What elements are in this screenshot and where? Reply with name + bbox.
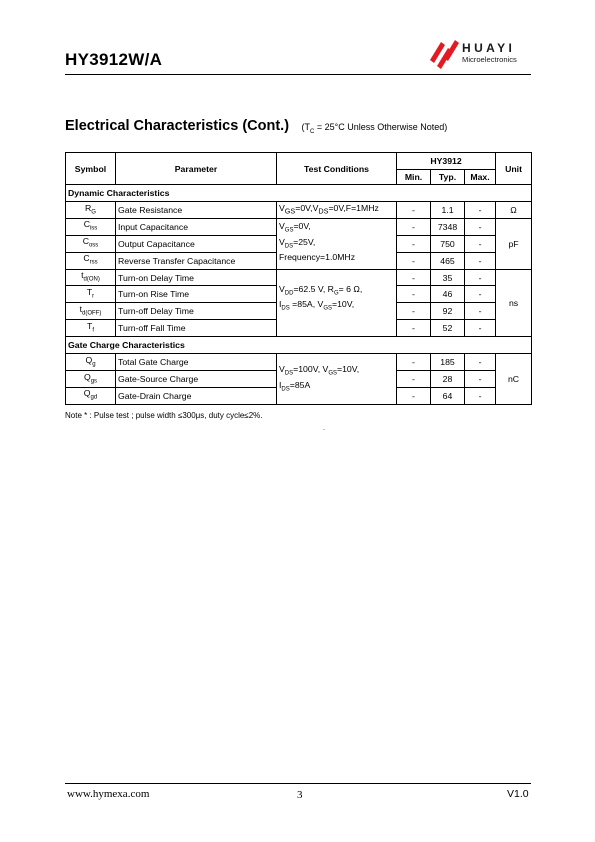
group-row	[66, 337, 532, 354]
condition-cell: $V_{DS}=100V$, $V_{GS}=10V$, $I_{DS}=85A$	[277, 354, 397, 405]
brand-name: HUAYI	[462, 41, 516, 55]
parameter-cell: Gate Resistance	[116, 202, 277, 219]
typ-cell: 28	[431, 371, 465, 388]
header-rule	[65, 74, 531, 75]
brand-subtitle: Microelectronics	[462, 55, 517, 64]
col-test-conditions: Test Conditions	[277, 153, 397, 185]
unit-cell: nC	[496, 354, 532, 405]
typ-cell: 35	[431, 269, 465, 286]
parameter-cell: Gate-Drain Charge	[116, 387, 277, 404]
typ-cell: 7348	[431, 218, 465, 235]
symbol-cell: $R_G$	[66, 202, 116, 219]
typ-cell: 750	[431, 235, 465, 252]
symbol-cell: $Q_{gs}$	[66, 371, 116, 388]
min-cell: -	[397, 218, 431, 235]
max-cell: -	[465, 387, 496, 404]
parameter-cell: Total Gate Charge	[116, 354, 277, 371]
min-cell: -	[397, 387, 431, 404]
typ-cell: 52	[431, 320, 465, 337]
min-cell: -	[397, 303, 431, 320]
condition-cell: $V_{DD}=62.5$ V, $R_G= 6$ Ω, $I_{DS} =85A$, $V_{GS}=10V$,	[277, 269, 397, 337]
col-max: Max.	[465, 170, 496, 185]
section-title: Electrical Characteristics (Cont.)	[65, 118, 290, 134]
typ-cell: 1.1	[431, 202, 465, 219]
stray-dot: .	[323, 425, 325, 432]
typ-cell: 92	[431, 303, 465, 320]
table-row	[66, 218, 532, 235]
col-min: Min.	[397, 170, 431, 185]
min-cell: -	[397, 371, 431, 388]
min-cell: -	[397, 252, 431, 269]
parameter-cell: Reverse Transfer Capacitance	[116, 252, 277, 269]
min-cell: -	[397, 235, 431, 252]
table-row	[66, 202, 532, 219]
group-row	[66, 185, 532, 202]
typ-cell: 64	[431, 387, 465, 404]
symbol-cell: $C_{rss}$	[66, 252, 116, 269]
group-label: Gate Charge Characteristics	[66, 337, 532, 354]
max-cell: -	[465, 286, 496, 303]
col-symbol: Symbol	[66, 153, 116, 185]
table-row	[66, 354, 532, 371]
min-cell: -	[397, 269, 431, 286]
min-cell: -	[397, 202, 431, 219]
typ-cell: 46	[431, 286, 465, 303]
unit-cell: pF	[496, 218, 532, 269]
condition-cell: $V_{GS}=0V$, $V_{DS}=25V$, Frequency=1.0MHz	[277, 218, 397, 269]
huayi-logo-icon	[428, 38, 460, 70]
group-label: Dynamic Characteristics	[66, 185, 532, 202]
condition-cell: $V_{GS}=0V,V_{DS}=0V,F=1MHz$	[277, 202, 397, 219]
col-device: HY3912	[397, 153, 496, 170]
table-row	[66, 269, 532, 286]
col-parameter: Parameter	[116, 153, 277, 185]
unit-cell: ns	[496, 269, 532, 337]
max-cell: -	[465, 371, 496, 388]
symbol-cell: $C_{oss}$	[66, 235, 116, 252]
section-conditions: ($T_C = 25^\circ C$ Unless Otherwise Noted)	[301, 122, 448, 135]
parameter-cell: Gate-Source Charge	[116, 371, 277, 388]
min-cell: -	[397, 320, 431, 337]
symbol-cell: $Q_g$	[66, 354, 116, 371]
electrical-characteristics-table	[65, 152, 532, 405]
section-heading	[65, 117, 447, 135]
min-cell: -	[397, 354, 431, 371]
max-cell: -	[465, 303, 496, 320]
table-header-row	[66, 153, 532, 170]
col-unit: Unit	[496, 153, 532, 185]
parameter-cell: Turn-off Fall Time	[116, 320, 277, 337]
brand-logo	[428, 38, 532, 72]
max-cell: -	[465, 252, 496, 269]
pulse-test-note: Note * : Pulse test ; pulse width ≤300μs, duty cycle≤2%.	[65, 411, 263, 420]
parameter-cell: Output Capacitance	[116, 235, 277, 252]
max-cell: -	[465, 354, 496, 371]
symbol-cell: $t_{d(OFF)}$	[66, 303, 116, 320]
symbol-cell: $T_f$	[66, 320, 116, 337]
parameter-cell: Turn-on Rise Time	[116, 286, 277, 303]
part-number: HY3912W/A	[65, 50, 163, 69]
min-cell: -	[397, 286, 431, 303]
parameter-cell: Turn-on Delay Time	[116, 269, 277, 286]
max-cell: -	[465, 202, 496, 219]
document-version: V1.0	[507, 788, 529, 800]
symbol-cell: $T_r$	[66, 286, 116, 303]
unit-cell: Ω	[496, 202, 532, 219]
parameter-cell: Turn-off Delay Time	[116, 303, 277, 320]
max-cell: -	[465, 320, 496, 337]
symbol-cell: $Q_{gd}$	[66, 387, 116, 404]
typ-cell: 185	[431, 354, 465, 371]
typ-cell: 465	[431, 252, 465, 269]
footer-url: www.hymexa.com	[67, 788, 150, 800]
max-cell: -	[465, 269, 496, 286]
page-number: 3	[297, 789, 303, 801]
parameter-cell: Input Capacitance	[116, 218, 277, 235]
symbol-cell: $t_{d(ON)}$	[66, 269, 116, 286]
col-typ: Typ.	[431, 170, 465, 185]
max-cell: -	[465, 235, 496, 252]
symbol-cell: $C_{iss}$	[66, 218, 116, 235]
max-cell: -	[465, 218, 496, 235]
footer-rule	[65, 783, 531, 784]
